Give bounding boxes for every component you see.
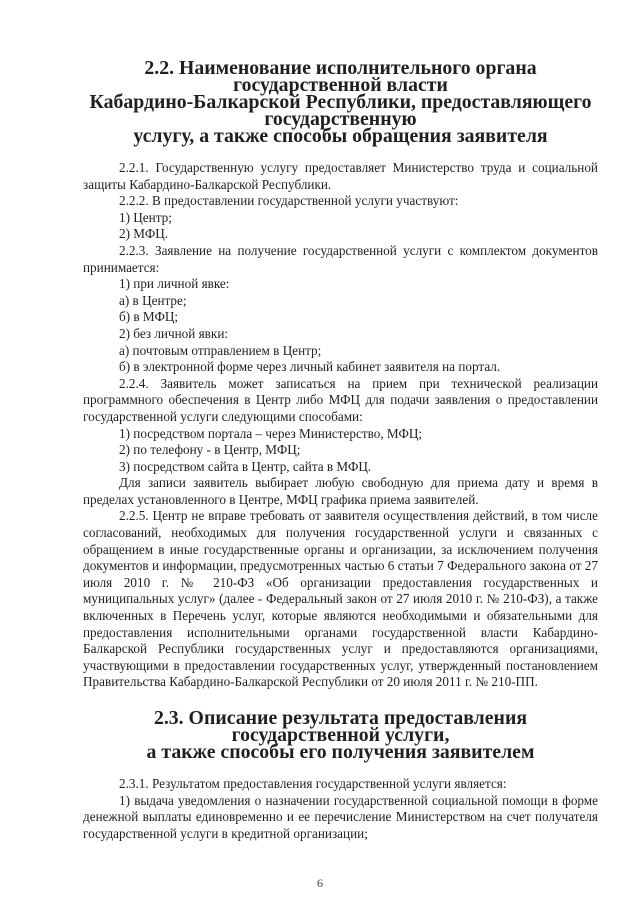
list-item: 2) по телефону - в Центр, МФЦ; bbox=[119, 442, 301, 458]
paragraph-2-2-1: 2.2.1. Государственную услугу предоставляет Министерство труда и социальной защиты Кабардино-Балкарской Республики. bbox=[83, 160, 598, 192]
list-item: 1) Центр; bbox=[119, 209, 172, 225]
section-2-3-heading bbox=[83, 707, 598, 763]
page-number: 6 bbox=[317, 876, 323, 890]
list-item: 2) МФЦ. bbox=[119, 226, 169, 242]
list-item: 3) посредством сайта в Центр, сайта в МФЦ. bbox=[119, 458, 372, 474]
list-item: а) в Центре; bbox=[119, 292, 187, 308]
heading-line: 2.2. Наименование исполнительного органа государственной власти bbox=[144, 57, 537, 96]
paragraph-2-2-4-note: Для записи заявитель выбирает любую свободную для приема дату и время в пределах установленного в Центре, МФЦ графика приема заявителей. bbox=[83, 475, 598, 507]
section-2-2-heading bbox=[83, 57, 598, 147]
paragraph-2-2-3: 2.2.3. Заявление на получение государственной услуги с комплектом документов принимается: bbox=[83, 242, 598, 275]
list-item: 1) при личной явке: bbox=[119, 276, 230, 292]
list-item: а) почтовым отправлением в Центр; bbox=[119, 342, 322, 358]
paragraph-2-2-4: 2.2.4. Заявитель может записаться на прием при технической реализации программного обеспечения в Центр либо МФЦ для подачи заявления о предоставлении государственной услуги следующими способами: bbox=[83, 375, 598, 424]
heading-line: а также способы его получения заявителем bbox=[146, 741, 535, 763]
list-item: 2) без личной явки: bbox=[119, 325, 229, 341]
heading-line: услугу, а также способы обращения заявителя bbox=[133, 125, 548, 147]
list-item: б) в электронной форме через личный кабинет заявителя на портал. bbox=[119, 359, 501, 375]
paragraph-2-3-1-item-1: 1) выдача уведомления о назначении государственной социальной помощи в форме денежной выплаты единовременно и ее перечисление Министерством на счет получателя государственной услуги в кредитной организации; bbox=[83, 792, 598, 841]
list-item: б) в МФЦ; bbox=[119, 309, 179, 325]
paragraph-2-3-1: 2.3.1. Результатом предоставления государственной услуги является: bbox=[119, 776, 507, 791]
list-item: 1) посредством портала – через Министерство, МФЦ; bbox=[119, 425, 423, 441]
heading-line: Кабардино-Балкарской Республики, предоставляющего государственную bbox=[89, 91, 592, 130]
heading-line: 2.3. Описание результата предоставления государственной услуги, bbox=[153, 707, 528, 746]
paragraph-2-2-2: 2.2.2. В предоставлении государственной услуги участвуют: bbox=[119, 193, 459, 209]
document-page bbox=[83, 57, 598, 842]
paragraph-2-2-5: 2.2.5. Центр не вправе требовать от заявителя осуществления действий, в том числе согласований, необходимых для получения государственной услуги и связанных с обращением в иные государственные органы и организации, за исключением получения документов и информации, предусмотренных частью 6 статьи 7 Федерального закона от 27 июля 2010 г. № 210-ФЗ «Об организации предоставления государственных и муниципальных услуг» (далее - Федеральный закон от 27 июля 2010 г. № 210-ФЗ), а также включенных в Перечень услуг, которые являются необходимыми и обязательными для предоставления исполнительными органами государственной власти Кабардино-Балкарской Республики государственных услуг и предоставляются организациями, участвующими в предоставлении государственных услуг, утвержденный постановлением Правительства Кабардино-Балкарской Республики от 20 июля 2011 г. № 210-ПП. bbox=[83, 508, 598, 690]
